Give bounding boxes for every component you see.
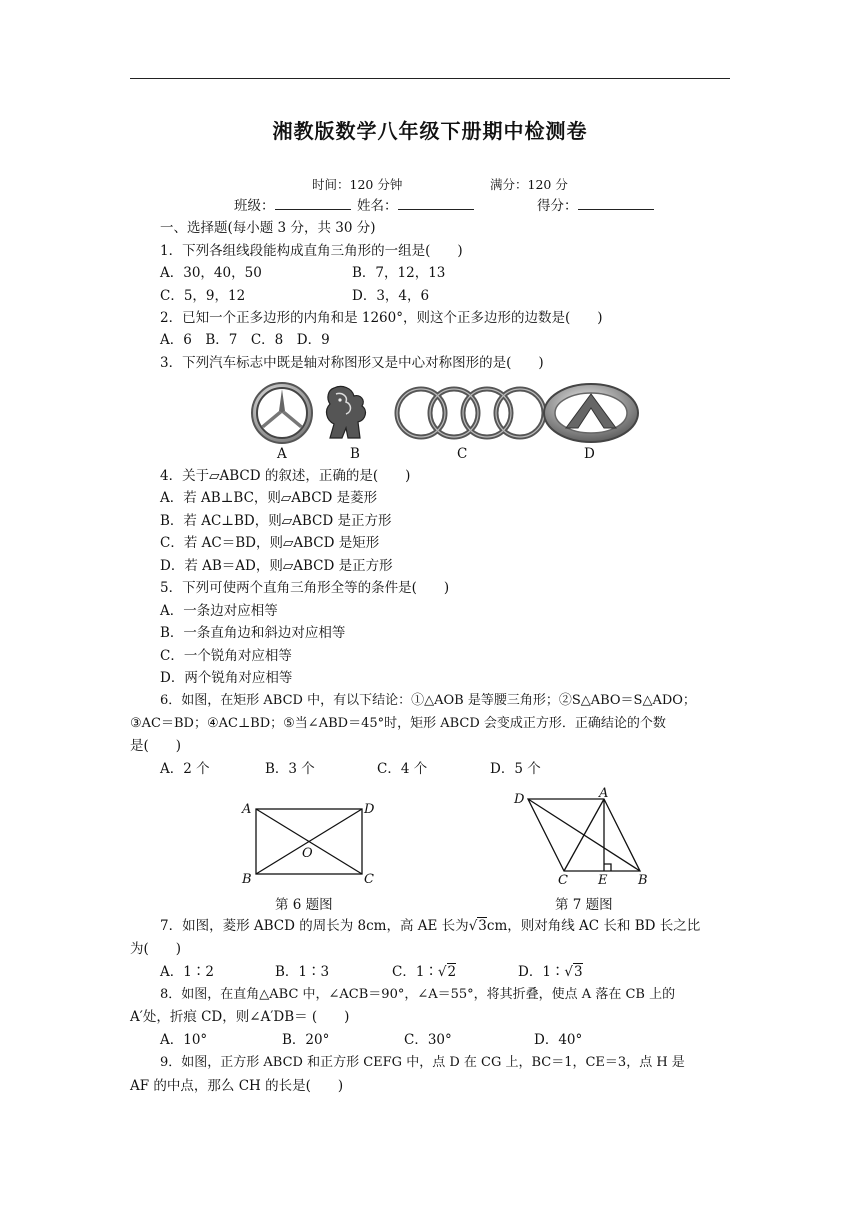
points-blank xyxy=(578,197,654,210)
name-field xyxy=(357,196,474,216)
q1-stem: 1．下列各组线段能构成直角三角形的一组是( ) xyxy=(160,243,463,259)
q5-option-d: D．两个锐角对应相等 xyxy=(160,670,293,686)
q9-line-1: 9．如图，正方形 ABCD 和正方形 CEFG 中，点 D 在 CG 上，BC＝1，CE＝3，点 H 是 xyxy=(160,1055,685,1070)
q1-option-b: B．7，12，13 xyxy=(352,265,446,281)
q7-text-b: cm，则对角线 AC 长和 BD 长之比 xyxy=(486,918,701,934)
q8-line-2: A′处，折痕 CD，则∠A′DB＝ ( ) xyxy=(130,1009,350,1025)
q5-stem: 5．下列可使两个直角三角形全等的条件是( ) xyxy=(160,580,450,596)
figure-7-caption: 第 7 题图 xyxy=(555,897,613,913)
logo-label-b: B xyxy=(350,446,360,462)
q5-option-a: A．一条边对应相等 xyxy=(160,603,278,619)
q7-option-a: A．1∶2 xyxy=(160,964,214,980)
fig6-label-a: A xyxy=(242,802,252,817)
logo-label-d: D xyxy=(584,446,595,462)
q5-option-c: C．一个锐角对应相等 xyxy=(160,648,292,664)
q6-option-d: D．5 个 xyxy=(490,761,541,777)
q4-stem: 4．关于▱ABCD 的叙述，正确的是( ) xyxy=(160,468,411,484)
class-label: 班级： xyxy=(234,198,275,214)
q7-root: 3 xyxy=(478,918,487,934)
car-logos xyxy=(248,380,648,444)
q8-option-d: D．40° xyxy=(534,1032,583,1048)
fig7-label-d: D xyxy=(514,792,525,807)
q6-option-c: C．4 个 xyxy=(377,761,428,777)
logo-b-icon xyxy=(327,386,366,438)
class-field xyxy=(234,196,351,216)
q7-option-b: B．1∶3 xyxy=(275,964,330,980)
q6-option-b: B．3 个 xyxy=(265,761,315,777)
q7-option-c: C．1∶√2 xyxy=(392,964,457,980)
q8-option-c: C．30° xyxy=(404,1032,452,1048)
q1-option-c: C．5，9，12 xyxy=(160,288,246,304)
q4-option-d: D．若 AB＝AD，则▱ABCD 是正方形 xyxy=(160,558,393,574)
q2-stem: 2．已知一个正多边形的内角和是 1260°，则这个正多边形的边数是( ) xyxy=(160,310,603,326)
fig7-label-a: A xyxy=(599,787,609,801)
points-field xyxy=(537,196,654,216)
q3-stem: 3．下列汽车标志中既是轴对称图形又是中心对称图形的是( ) xyxy=(160,355,544,371)
q2-options: A．6 B．7 C．8 D．9 xyxy=(160,332,330,348)
q7-option-d: D．1∶√3 xyxy=(518,964,583,980)
top-rule xyxy=(130,78,730,79)
q8-option-a: A．10° xyxy=(160,1032,208,1048)
q9-line-2: AF 的中点，那么 CH 的长是( ) xyxy=(130,1078,344,1094)
section-heading: 一、选择题(每小题 3 分，共 30 分) xyxy=(160,220,376,236)
q7-text-a: 7．如图，菱形 ABCD 的周长为 8cm，高 AE 长为 xyxy=(160,918,469,934)
q5-option-b: B．一条直角边和斜边对应相等 xyxy=(160,625,346,641)
q4-option-b: B．若 AC⊥BD，则▱ABCD 是正方形 xyxy=(160,513,392,529)
q6-line-1: 6．如图，在矩形 ABCD 中，有以下结论：①△AOB 是等腰三角形；②S△ABO＝S△ADO； xyxy=(160,693,696,708)
points-label: 得分： xyxy=(537,198,578,214)
fig6-label-c: C xyxy=(364,872,374,887)
name-blank xyxy=(398,197,474,210)
fig7-label-c: C xyxy=(558,873,568,887)
name-label: 姓名： xyxy=(357,198,398,214)
q4-option-c: C．若 AC＝BD，则▱ABCD 是矩形 xyxy=(160,535,380,551)
logo-a-icon xyxy=(252,383,312,443)
fig6-label-o: O xyxy=(302,846,313,861)
q6-line-3: 是( ) xyxy=(130,738,182,754)
score-info: 满分：120 分 xyxy=(490,177,568,192)
q1-option-a: A．30，40，50 xyxy=(160,265,262,281)
time-info: 时间：120 分钟 xyxy=(312,177,403,192)
fig7-label-e: E xyxy=(598,873,608,887)
class-blank xyxy=(275,197,351,210)
logo-label-c: C xyxy=(457,446,468,462)
fig7-label-b: B xyxy=(638,873,648,887)
fig6-label-d: D xyxy=(364,802,375,817)
logo-d-icon xyxy=(544,384,638,442)
logo-label-a: A xyxy=(277,446,287,462)
figure-7-rhombus xyxy=(510,787,660,887)
fig6-label-b: B xyxy=(242,872,252,887)
q7-line-2: 为( ) xyxy=(130,941,182,957)
q1-option-d: D．3，4，6 xyxy=(352,288,430,304)
q4-option-a: A．若 AB⊥BC，则▱ABCD 是菱形 xyxy=(160,490,378,506)
q6-line-2: ③AC＝BD；④AC⊥BD；⑤当∠ABD＝45°时，矩形 ABCD 会变成正方形．正确结论的个数 xyxy=(130,716,666,731)
figure-6-caption: 第 6 题图 xyxy=(275,897,333,913)
q8-option-b: B．20° xyxy=(282,1032,330,1048)
q7-line-1: 7．如图，菱形 ABCD 的周长为 8cm，高 AE 长为√3cm，则对角线 AC 长和 BD 长之比 xyxy=(160,918,701,934)
q8-line-1: 8．如图，在直角△ABC 中，∠ACB＝90°，∠A＝55°，将其折叠，使点 A 落在 CB 上的 xyxy=(160,987,676,1002)
page-title: 湘教版数学八年级下册期中检测卷 xyxy=(272,119,588,143)
q6-option-a: A．2 个 xyxy=(160,761,210,777)
figure-6-rectangle xyxy=(238,795,378,887)
